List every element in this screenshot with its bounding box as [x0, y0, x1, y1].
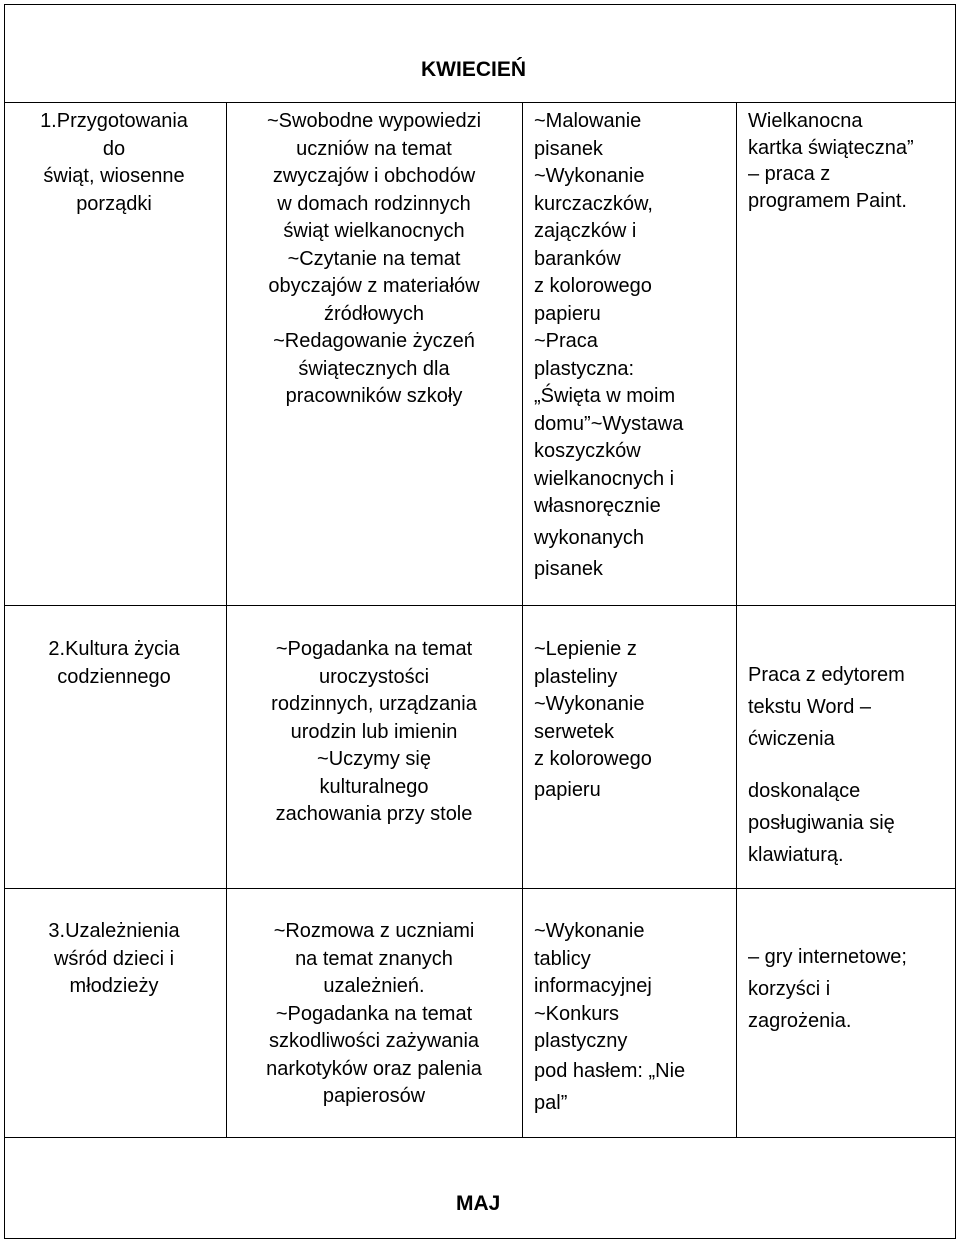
row-2-art-activities-continued: papieru — [534, 779, 601, 801]
column-divider-2 — [522, 102, 523, 1137]
row-1-art-activities: ~Malowanie pisanek ~Wykonanie kurczaczków, zajączków i baranków z kolorowego papieru ~Praca plastyczna: „Święta w moim domu”~Wystawa koszyczków wielkanocnych i własnoręcznie — [534, 110, 684, 517]
row-1-computer-activity: Wielkanocna kartka świąteczna” – praca z programem Paint. — [748, 110, 914, 212]
table-bottom-rule — [4, 1137, 956, 1138]
row-2-computer-activity-continued: doskonalące posługiwania się klawiaturą. — [748, 780, 895, 866]
month-heading: KWIECIEŃ — [421, 58, 526, 81]
row-3-computer-activity: – gry internetowe; korzyści i zagrożenia. — [748, 946, 907, 1032]
column-divider-3 — [736, 102, 737, 1137]
row-divider-1 — [4, 605, 956, 606]
row-3-art-activities: ~Wykonanie tablicy informacyjnej ~Konkurs plastyczny — [534, 920, 652, 1052]
row-1-discussion: ~Swobodne wypowiedzi uczniów na temat zwyczajów i obchodów w domach rodzinnych świąt wielkanocnych ~Czytanie na temat obyczajów z materiałów źródłowych ~Redagowanie życzeń świątecznych dla pracowników szkoły — [266, 110, 482, 407]
row-3-topic: 3.Uzależnienia wśród dzieci i młodzieży — [48, 920, 180, 997]
row-1-topic: 1.Przygotowania do świąt, wiosenne porządki — [40, 110, 188, 215]
row-3-art-activities-continued: pod hasłem: „Nie pal” — [534, 1060, 686, 1114]
row-1-art-activities-continued: wykonanych pisanek — [534, 527, 645, 580]
row-2-computer-activity: Praca z edytorem tekstu Word – ćwiczenia — [748, 664, 905, 750]
next-month-heading: MAJ — [456, 1192, 501, 1215]
row-2-topic: 2.Kultura życia codziennego — [48, 638, 180, 688]
row-3-discussion: ~Rozmowa z uczniami na temat znanych uzależnień. ~Pogadanka na temat szkodliwości zażywania narkotyków oraz palenia papierosów — [266, 920, 482, 1107]
column-divider-1 — [226, 102, 227, 1137]
row-2-art-activities: ~Lepienie z plasteliny ~Wykonanie serwetek z kolorowego — [534, 638, 652, 770]
row-2-discussion: ~Pogadanka na temat uroczystości rodzinnych, urządzania urodzin lub imienin ~Uczymy się kulturalnego zachowania przy stole — [271, 638, 477, 825]
row-divider-2 — [4, 888, 956, 889]
table-top-rule — [4, 102, 956, 103]
